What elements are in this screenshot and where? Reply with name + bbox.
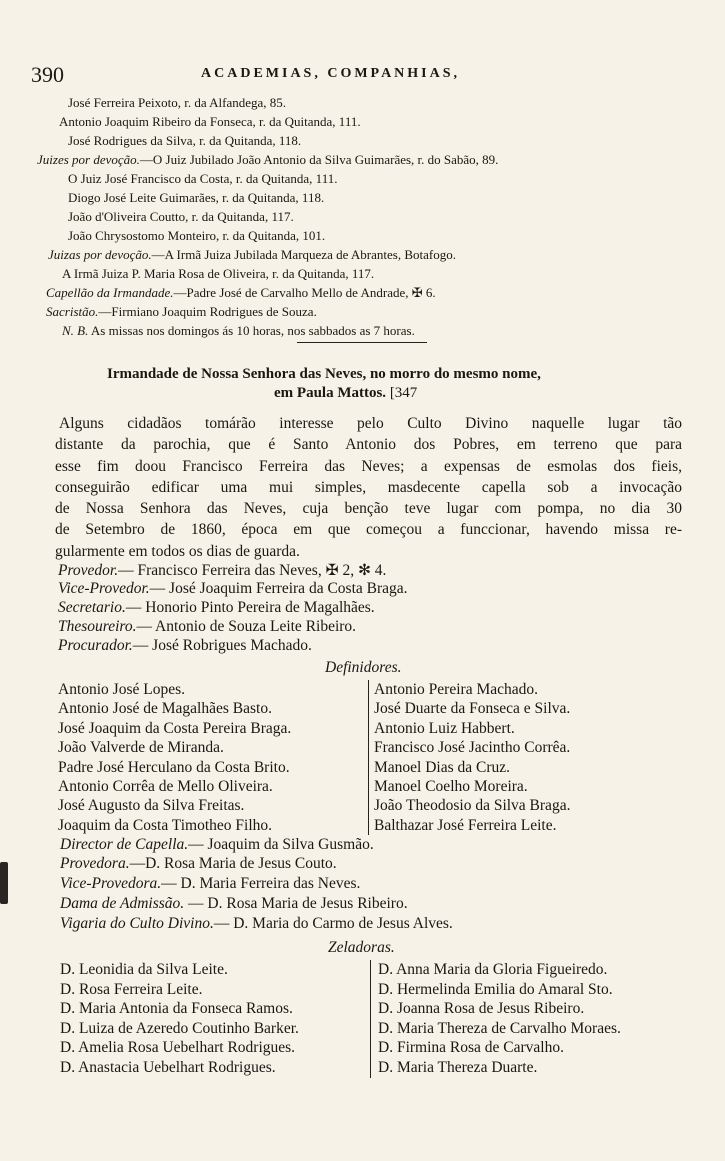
list-item: A Irmã Juiza P. Maria Rosa de Oliveira, r. da Quitanda, 117. <box>62 266 375 281</box>
officer-label: Dama de Admissão. <box>60 895 185 912</box>
officer-label: Procurador. <box>58 637 133 654</box>
note-line <box>62 323 415 339</box>
definidores-heading: Definidores. <box>325 659 402 676</box>
paragraph-line: distante da parochia, que é Santo Antonio dos Pobres, em terreno que para <box>55 436 682 454</box>
zeladora-name: D. Maria Thereza de Carvalho Moraes. <box>378 1019 621 1037</box>
section-title-ref: [347 <box>389 385 418 401</box>
zeladora-name: D. Rosa Ferreira Leite. <box>60 980 203 998</box>
definidor-name: José Duarte da Fonseca e Silva. <box>374 700 571 718</box>
officer-provedora <box>60 855 337 873</box>
zeladoras-heading: Zeladoras. <box>328 939 395 956</box>
section-paragraph <box>55 413 682 562</box>
officer-text: — D. Rosa Maria de Jesus Ribeiro. <box>184 895 408 912</box>
officer-procurador <box>58 637 312 655</box>
zeladora-name: D. Anastacia Uebelhart Rodrigues. <box>60 1058 276 1076</box>
running-title: ACADEMIAS, COMPANHIAS, <box>201 66 461 81</box>
list-item: João d'Oliveira Coutto, r. da Quitanda, 117. <box>68 209 294 224</box>
paragraph-line: Alguns cidadãos tomárão interesse pelo Culto Divino naquelle lugar tão <box>59 415 682 432</box>
definidor-name: José Joaquim da Costa Pereira Braga. <box>58 719 292 737</box>
sacristao-label: Sacristão. <box>46 304 99 319</box>
capellao-text: —Padre José de Carvalho Mello de Andrade, ✠ 6. <box>173 285 436 300</box>
officer-thesoureiro <box>58 618 356 636</box>
officer-label: Thesoureiro. <box>58 618 137 635</box>
list-item: O Juiz José Francisco da Costa, r. da Quitanda, 111. <box>68 171 338 186</box>
officer-text: — José Robrigues Machado. <box>132 637 312 654</box>
officer-label: Vigaria do Culto Divino. <box>60 915 214 932</box>
officer-secretario <box>58 599 375 617</box>
officer-director-capella <box>60 836 374 854</box>
zeladora-name: D. Anna Maria da Gloria Figueiredo. <box>378 961 608 978</box>
definidor-name: José Augusto da Silva Freitas. <box>58 797 245 815</box>
section-divider <box>297 342 427 343</box>
definidor-name: Antonio Luiz Habbert. <box>374 719 515 737</box>
list-item: José Ferreira Peixoto, r. da Alfandega, 85. <box>68 95 287 110</box>
definidor-name: Antonio Pereira Machado. <box>374 681 538 698</box>
section-title-line1: Irmandade de Nossa Senhora das Neves, no morro do mesmo nome, <box>107 366 541 382</box>
officer-label: Vice-Provedor. <box>58 580 150 597</box>
juizas-devocao-text: —A Irmã Juiza Jubilada Marqueza de Abrantes, Botafogo. <box>151 247 456 262</box>
note-text: As missas nos domingos ás 10 horas, nos sabbados as 7 horas. <box>90 323 415 338</box>
definidor-name: Antonio José de Magalhães Basto. <box>58 700 272 718</box>
sacristao-text: —Firmiano Joaquim Rodrigues de Souza. <box>98 304 317 319</box>
note-label: N. B. <box>62 323 89 338</box>
definidor-name: Manoel Dias da Cruz. <box>374 758 511 776</box>
definidor-name: João Theodosio da Silva Braga. <box>374 797 571 815</box>
zeladora-name: D. Hermelinda Emilia do Amaral Sto. <box>378 980 613 998</box>
paragraph-line: de Nossa Senhora das Neves, cuja benção teve lugar com pompa, no dia 30 <box>55 500 682 518</box>
page-header <box>31 62 681 88</box>
officer-vigaria <box>60 915 453 933</box>
definidor-name: Balthazar José Ferreira Leite. <box>374 816 557 834</box>
scan-edge-mark <box>0 862 8 904</box>
paragraph-line: conseguirão edificar uma mui simples, masdecente capella sob a invocação <box>55 478 682 496</box>
zeladora-name: D. Firmina Rosa de Carvalho. <box>378 1039 564 1057</box>
officer-provedor <box>58 561 386 580</box>
officer-label: Vice-Provedora. <box>60 875 162 892</box>
list-item: Diogo José Leite Guimarães, r. da Quitanda, 118. <box>68 190 325 205</box>
section-title-place: em Paula Mattos. <box>274 385 387 401</box>
officer-text: — Honorio Pinto Pereira de Magalhães. <box>125 599 375 616</box>
paragraph-line: gularmente em todos os dias de guarda. <box>55 542 300 560</box>
officer-text: — D. Maria Ferreira das Neves. <box>161 875 361 892</box>
definidor-name: Francisco José Jacintho Corrêa. <box>374 739 571 757</box>
definidores-left-column <box>58 680 291 835</box>
juizas-devocao-label: Juizas por devoção. <box>48 247 152 262</box>
officer-dama-admissao <box>60 895 408 913</box>
zeladora-name: D. Joanna Rosa de Jesus Ribeiro. <box>378 1000 585 1018</box>
definidor-name: Manoel Coelho Moreira. <box>374 778 528 796</box>
officer-text: — Antonio de Souza Leite Ribeiro. <box>136 618 357 635</box>
officer-text: — José Joaquim Ferreira da Costa Braga. <box>149 580 408 597</box>
definidor-name: Antonio José Lopes. <box>58 681 186 698</box>
officer-vice-provedora <box>60 875 360 893</box>
paragraph-line: de Setembro de 1860, época em que começou a funccionar, havendo missa re- <box>55 521 682 539</box>
officer-label: Provedora. <box>60 855 130 872</box>
list-item: Antonio Joaquim Ribeiro da Fonseca, r. da Quitanda, 111. <box>59 114 361 129</box>
list-item: João Chrysostomo Monteiro, r. da Quitanda, 101. <box>68 228 326 243</box>
definidor-name: João Valverde de Miranda. <box>58 739 224 757</box>
definidor-name: Antonio Corrêa de Mello Oliveira. <box>58 778 273 796</box>
zeladoras-right-column <box>370 960 621 1078</box>
officer-text: —D. Rosa Maria de Jesus Couto. <box>129 855 337 872</box>
officer-text: — Francisco Ferreira das Neves, ✠ 2, ✻ 4. <box>118 562 387 579</box>
officer-text: — D. Maria do Carmo de Jesus Alves. <box>213 915 453 932</box>
officer-label: Director de Capella. <box>60 836 189 853</box>
zeladoras-left-column <box>60 960 299 1078</box>
officer-label: Secretario. <box>58 599 126 616</box>
zeladora-name: D. Maria Thereza Duarte. <box>378 1058 538 1076</box>
paragraph-line: esse fim doou Francisco Ferreira das Neves; a expensas de esmolas dos fieis, <box>55 457 682 475</box>
juizes-devocao-label: Juizes por devoção. <box>37 152 140 167</box>
page-number: 390 <box>31 62 64 87</box>
juizas-devocao-line <box>48 247 456 263</box>
sacristao-line <box>46 304 317 320</box>
zeladora-name: D. Maria Antonia da Fonseca Ramos. <box>60 1000 293 1018</box>
officer-vice-provedor <box>58 580 408 598</box>
definidores-right-column <box>368 680 570 835</box>
list-item: José Rodrigues da Silva, r. da Quitanda, 118. <box>68 133 302 148</box>
definidor-name: Padre José Herculano da Costa Brito. <box>58 758 290 776</box>
capellao-label: Capellão da Irmandade. <box>46 285 174 300</box>
officer-label: Provedor. <box>58 562 119 579</box>
juizes-devocao-text: —O Juiz Jubilado João Antonio da Silva Guimarães, r. do Sabão, 89. <box>139 152 499 167</box>
section-title-line2 <box>274 385 417 402</box>
juizes-devocao-line <box>37 152 498 168</box>
definidor-name: Joaquim da Costa Timotheo Filho. <box>58 816 273 834</box>
capellao-line <box>46 285 436 301</box>
zeladora-name: D. Leonidia da Silva Leite. <box>60 961 228 978</box>
zeladora-name: D. Luiza de Azeredo Coutinho Barker. <box>60 1019 299 1037</box>
officer-text: — Joaquim da Silva Gusmão. <box>188 836 374 853</box>
zeladora-name: D. Amelia Rosa Uebelhart Rodrigues. <box>60 1039 296 1057</box>
